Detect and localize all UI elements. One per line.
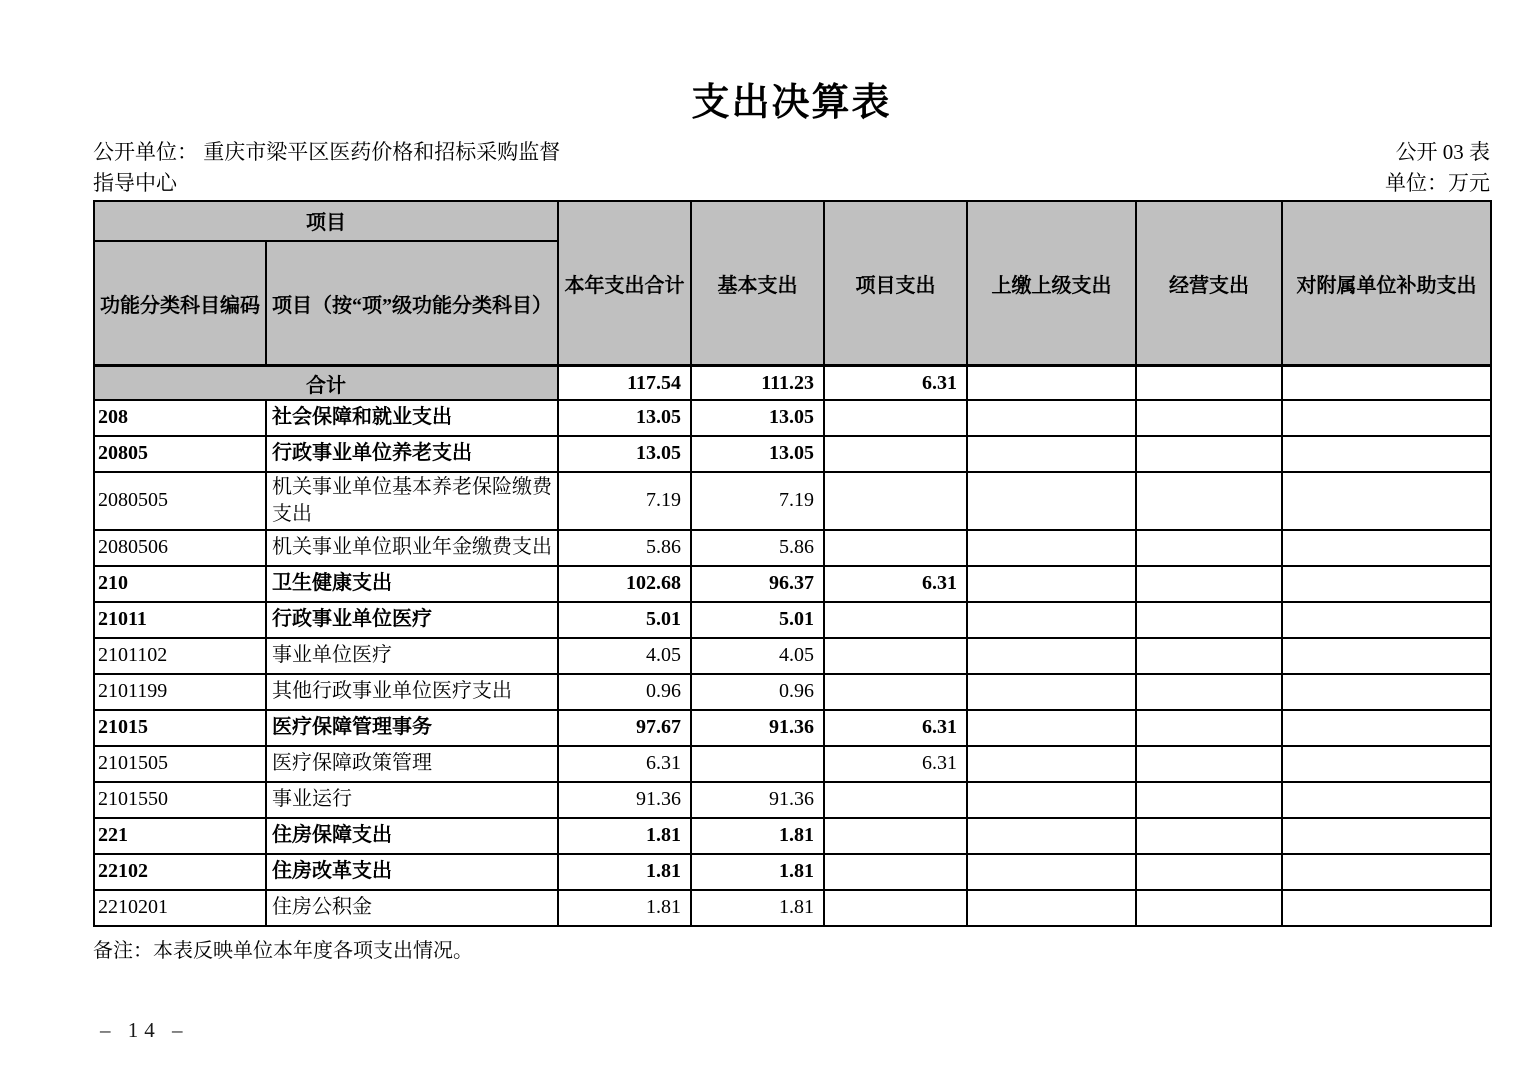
total-value-cell: 117.54 [558, 366, 691, 400]
row-value-cell [1282, 854, 1491, 890]
table-row [94, 436, 1491, 472]
table-row [94, 602, 1491, 638]
row-item-cell: 卫生健康支出 [266, 566, 558, 602]
header-col-total: 本年支出合计 [558, 201, 691, 366]
header-col-subsidy: 对附属单位补助支出 [1282, 201, 1491, 366]
page-title: 支出决算表 [691, 82, 892, 124]
row-value-cell: 0.96 [558, 674, 691, 710]
footnote: 备注：本表反映单位本年度各项支出情况。 [93, 939, 473, 962]
row-value-cell [1282, 710, 1491, 746]
row-value-cell: 6.31 [824, 566, 967, 602]
row-value-cell [967, 472, 1136, 530]
row-value-cell [824, 638, 967, 674]
row-value-cell: 102.68 [558, 566, 691, 602]
row-value-cell [1282, 400, 1491, 436]
row-value-cell [824, 782, 967, 818]
row-code-cell: 2080506 [94, 530, 266, 566]
row-value-cell [1136, 890, 1282, 926]
document-page [93, 83, 1490, 1043]
row-value-cell [824, 890, 967, 926]
row-value-cell [1136, 400, 1282, 436]
row-code-cell: 22102 [94, 854, 266, 890]
row-value-cell: 1.81 [558, 854, 691, 890]
row-value-cell: 96.37 [691, 566, 824, 602]
row-item-cell: 机关事业单位职业年金缴费支出 [266, 530, 558, 566]
total-value-cell [1282, 366, 1491, 400]
unit-of-measure: 单位：万元 [1385, 171, 1490, 196]
row-item-cell: 其他行政事业单位医疗支出 [266, 674, 558, 710]
row-value-cell [1136, 472, 1282, 530]
row-value-cell [1136, 674, 1282, 710]
row-value-cell: 5.01 [691, 602, 824, 638]
row-value-cell [967, 782, 1136, 818]
header-col-upper: 上缴上级支出 [967, 201, 1136, 366]
row-value-cell [1282, 782, 1491, 818]
row-value-cell [1136, 818, 1282, 854]
total-value-cell: 6.31 [824, 366, 967, 400]
row-value-cell: 91.36 [691, 710, 824, 746]
row-value-cell: 1.81 [691, 890, 824, 926]
row-value-cell: 91.36 [558, 782, 691, 818]
row-value-cell: 5.01 [558, 602, 691, 638]
row-code-cell: 2101199 [94, 674, 266, 710]
row-value-cell [1136, 566, 1282, 602]
expenditure-table [93, 200, 1492, 927]
row-value-cell: 1.81 [691, 818, 824, 854]
row-value-cell: 6.31 [824, 746, 967, 782]
row-value-cell [1136, 638, 1282, 674]
info-bar [93, 137, 1490, 200]
row-value-cell [824, 674, 967, 710]
row-value-cell [824, 436, 967, 472]
row-code-cell: 21015 [94, 710, 266, 746]
header-col-item: 项目（按“项”级功能分类科目） [266, 241, 558, 366]
row-code-cell: 2210201 [94, 890, 266, 926]
row-item-cell: 事业单位医疗 [266, 638, 558, 674]
row-value-cell [967, 710, 1136, 746]
row-value-cell [1136, 436, 1282, 472]
disclosing-unit-label: 公开单位： [93, 139, 198, 164]
row-value-cell: 13.05 [558, 436, 691, 472]
row-item-cell: 住房保障支出 [266, 818, 558, 854]
row-code-cell: 210 [94, 566, 266, 602]
row-value-cell [824, 400, 967, 436]
row-value-cell [1136, 782, 1282, 818]
row-value-cell: 1.81 [558, 890, 691, 926]
row-value-cell: 13.05 [691, 436, 824, 472]
row-value-cell [1136, 602, 1282, 638]
row-value-cell: 4.05 [558, 638, 691, 674]
table-header [94, 201, 1491, 366]
disclosing-unit-name: 重庆市梁平区医药价格和招标采购监督指导中心 [93, 139, 561, 196]
header-col-operating: 经营支出 [1136, 201, 1282, 366]
row-item-cell: 机关事业单位基本养老保险缴费支出 [266, 472, 558, 530]
row-value-cell [1282, 472, 1491, 530]
header-col-project: 项目支出 [824, 201, 967, 366]
row-code-cell: 2101505 [94, 746, 266, 782]
table-row [94, 530, 1491, 566]
row-item-cell: 社会保障和就业支出 [266, 400, 558, 436]
row-item-cell: 行政事业单位医疗 [266, 602, 558, 638]
row-item-cell: 行政事业单位养老支出 [266, 436, 558, 472]
row-value-cell [824, 854, 967, 890]
header-row-group [94, 201, 1491, 241]
total-row [94, 366, 1491, 400]
row-value-cell: 7.19 [691, 472, 824, 530]
row-item-cell: 医疗保障政策管理 [266, 746, 558, 782]
row-value-cell [1282, 674, 1491, 710]
row-code-cell: 2101102 [94, 638, 266, 674]
row-value-cell [824, 818, 967, 854]
row-value-cell: 5.86 [691, 530, 824, 566]
table-row [94, 566, 1491, 602]
row-value-cell [967, 530, 1136, 566]
table-meta [1385, 137, 1490, 200]
row-value-cell [691, 746, 824, 782]
row-value-cell: 1.81 [691, 854, 824, 890]
row-item-cell: 事业运行 [266, 782, 558, 818]
row-item-cell: 住房改革支出 [266, 854, 558, 890]
total-value-cell: 111.23 [691, 366, 824, 400]
table-number: 公开 03 表 [1395, 139, 1490, 164]
row-code-cell: 20805 [94, 436, 266, 472]
total-value-cell [967, 366, 1136, 400]
row-value-cell [1282, 566, 1491, 602]
row-code-cell: 208 [94, 400, 266, 436]
row-value-cell [1136, 710, 1282, 746]
row-item-cell: 医疗保障管理事务 [266, 710, 558, 746]
row-value-cell [967, 746, 1136, 782]
row-value-cell: 0.96 [691, 674, 824, 710]
row-value-cell [967, 890, 1136, 926]
row-value-cell: 7.19 [558, 472, 691, 530]
table-body [94, 366, 1491, 926]
table-row [94, 890, 1491, 926]
row-value-cell [824, 472, 967, 530]
row-value-cell [1282, 746, 1491, 782]
row-value-cell [1282, 530, 1491, 566]
table-row [94, 710, 1491, 746]
row-value-cell [967, 400, 1136, 436]
row-code-cell: 221 [94, 818, 266, 854]
row-value-cell [824, 530, 967, 566]
row-code-cell: 2080505 [94, 472, 266, 530]
row-value-cell [1282, 602, 1491, 638]
table-row [94, 638, 1491, 674]
row-value-cell [1282, 638, 1491, 674]
row-value-cell: 4.05 [691, 638, 824, 674]
table-row [94, 782, 1491, 818]
total-label-cell: 合计 [94, 366, 558, 400]
table-row [94, 400, 1491, 436]
row-value-cell: 13.05 [558, 400, 691, 436]
row-item-cell: 住房公积金 [266, 890, 558, 926]
row-value-cell: 91.36 [691, 782, 824, 818]
disclosing-unit [93, 137, 561, 200]
row-value-cell: 1.81 [558, 818, 691, 854]
table-row [94, 472, 1491, 530]
table-row [94, 674, 1491, 710]
header-col-basic: 基本支出 [691, 201, 824, 366]
table-row [94, 818, 1491, 854]
row-value-cell: 97.67 [558, 710, 691, 746]
row-value-cell: 5.86 [558, 530, 691, 566]
row-value-cell: 6.31 [558, 746, 691, 782]
row-value-cell [967, 602, 1136, 638]
row-value-cell [824, 602, 967, 638]
row-value-cell [967, 818, 1136, 854]
row-value-cell [967, 674, 1136, 710]
row-value-cell [967, 566, 1136, 602]
row-code-cell: 2101550 [94, 782, 266, 818]
row-value-cell [1282, 890, 1491, 926]
header-group-item: 项目 [94, 201, 558, 241]
row-value-cell [1136, 854, 1282, 890]
row-value-cell [967, 436, 1136, 472]
row-value-cell [1282, 818, 1491, 854]
table-row [94, 746, 1491, 782]
row-value-cell [1136, 746, 1282, 782]
page-number: – 14 – [100, 1017, 189, 1042]
row-value-cell [967, 854, 1136, 890]
row-value-cell [967, 638, 1136, 674]
row-value-cell [1282, 436, 1491, 472]
total-value-cell [1136, 366, 1282, 400]
row-value-cell [1136, 530, 1282, 566]
row-value-cell: 6.31 [824, 710, 967, 746]
table-row [94, 854, 1491, 890]
row-code-cell: 21011 [94, 602, 266, 638]
header-col-code: 功能分类科目编码 [94, 241, 266, 366]
row-value-cell: 13.05 [691, 400, 824, 436]
